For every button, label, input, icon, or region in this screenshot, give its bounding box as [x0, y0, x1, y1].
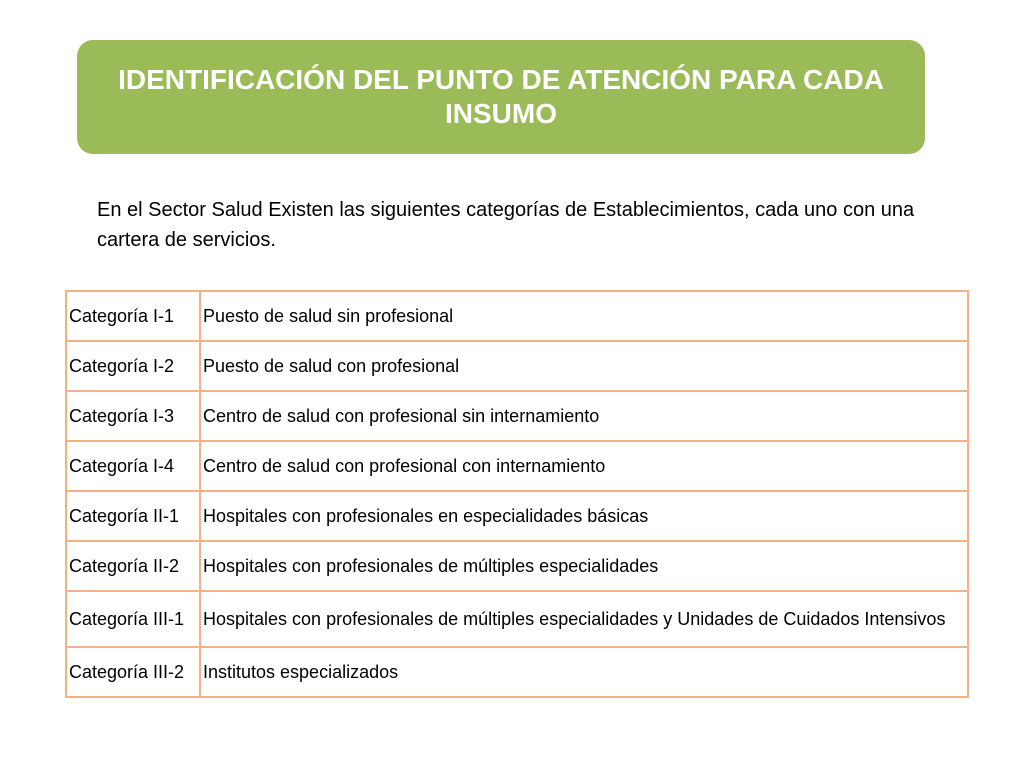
category-description: Centro de salud con profesional con internamiento [200, 441, 968, 491]
title-banner [77, 40, 925, 154]
category-description: Hospitales con profesionales en especialidades básicas [200, 491, 968, 541]
table-row [66, 591, 968, 647]
table-row [66, 491, 968, 541]
category-code: Categoría I-2 [66, 341, 200, 391]
table-row [66, 391, 968, 441]
table-row [66, 541, 968, 591]
table-row [66, 647, 968, 697]
table-row [66, 291, 968, 341]
category-code: Categoría III-1 [66, 591, 200, 647]
table-row [66, 341, 968, 391]
category-description: Centro de salud con profesional sin internamiento [200, 391, 968, 441]
categories-table [65, 290, 969, 698]
category-code: Categoría III-2 [66, 647, 200, 697]
category-code: Categoría II-1 [66, 491, 200, 541]
category-description: Puesto de salud con profesional [200, 341, 968, 391]
category-description: Institutos especializados [200, 647, 968, 697]
table-row [66, 441, 968, 491]
category-code: Categoría I-3 [66, 391, 200, 441]
category-code: Categoría I-1 [66, 291, 200, 341]
category-description: Hospitales con profesionales de múltiples especialidades y Unidades de Cuidados Intensivos [200, 591, 968, 647]
category-code: Categoría II-2 [66, 541, 200, 591]
slide-title: IDENTIFICACIÓN DEL PUNTO DE ATENCIÓN PARA CADA INSUMO [118, 64, 884, 129]
category-description: Hospitales con profesionales de múltiples especialidades [200, 541, 968, 591]
category-description: Puesto de salud sin profesional [200, 291, 968, 341]
intro-text: En el Sector Salud Existen las siguientes categorías de Establecimientos, cada uno con una cartera de servicios. [97, 199, 915, 251]
category-code: Categoría I-4 [66, 441, 200, 491]
